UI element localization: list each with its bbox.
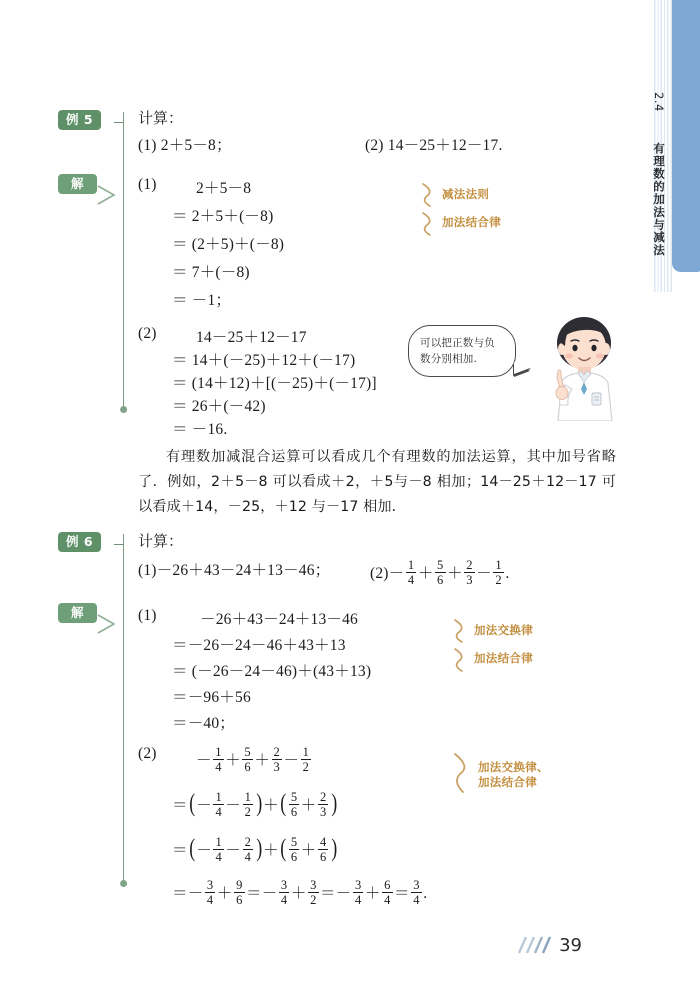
problem-2-fraction-expression: － $\frac{1}{4}$ ＋ $\frac{5}{6}$ ＋ $\frac{2}{3}$ － $\frac{1}{2}$ [388,557,502,587]
annotation-subtraction-rule: 减法法则 [442,187,490,201]
example-5-solution-1-line-4: ＝ 7＋(－8) [172,264,250,281]
fraction [464,558,474,587]
fraction-numerator: 1 [215,744,222,759]
fraction-numerator: 1 [302,744,310,759]
example-5-solution-2-line-1: 14－25＋12－17 [196,329,307,346]
fraction-numerator: 2 [319,789,327,804]
fraction-numerator: 1 [495,557,502,572]
fraction [213,835,223,864]
fraction [243,790,253,819]
fraction-numerator: 3 [310,877,317,892]
fraction-numerator: 2 [244,834,252,849]
fraction [301,745,311,774]
example-5-vertical-rule [123,112,124,410]
fraction-denominator: 4 [413,892,420,907]
section-number: 2.4 [652,92,666,112]
fraction-numerator: 2 [273,744,280,759]
example-6-solution-2-line-4: ＝－ $\frac{3}{4}$ ＋ $\frac{9}{6}$ ＝－ $\frac{3}{4}$ ＋ $\frac{3}{2}$ ＝－ $\frac{3}{4}$ ＋ $\frac{6}{4}$ ＝ $\frac{3}{4}$ . [172,877,428,907]
example-6-solve-tag [58,603,97,623]
fraction-numerator: 3 [280,877,288,892]
example-6-prompt: 计算： [138,532,184,550]
page-footer [513,935,582,955]
annotation-commutative-law-1: 加法交换律 [474,623,533,637]
fraction-numerator: 3 [413,877,420,892]
example-5-solution-2-line-2: ＝ 14＋(－25)＋12＋(－17) [172,352,356,369]
fraction-denominator: 4 [354,892,362,907]
fraction [411,878,421,907]
hint-bubble-text: 可以把正数与负数分别相加. [420,337,495,365]
hint-bubble-group [408,325,516,377]
example-5-solution-2-line-4: ＝ 26＋(－42) [172,398,266,415]
example-5-problem-2: (2) 14－25＋12－17. [365,137,503,154]
fraction [308,878,318,907]
fraction-denominator: 2 [302,759,310,774]
example-6-solution-2-label: (2) [138,745,157,762]
annotation-associative-law-3: 加法结合律 [478,775,537,789]
example-6-solution-1-label: (1) [138,607,157,624]
annotation-brace-4-icon [452,647,470,673]
fraction-denominator: 6 [290,849,298,864]
fraction-numerator: 3 [206,877,214,892]
annotation-brace-2-icon [420,211,438,237]
solve-label: 解 [71,176,85,191]
fraction [243,835,253,864]
fraction [242,745,252,774]
annotation-brace-3-icon [452,618,470,644]
fraction-numerator: 1 [407,557,415,572]
bubble-tail-icon [514,362,530,374]
example-6-solution-2-line-1: － $\frac{1}{4}$ ＋ $\frac{5}{6}$ ＋ $\frac{2}{3}$ － $\frac{1}{2}$ [196,744,310,774]
example-6-connector [114,544,123,545]
annotation-associative-law-2: 加法结合律 [474,651,533,665]
fraction [406,558,416,587]
fraction-denominator: 6 [319,849,327,864]
section-title: 有理数的加法与减法 [652,142,666,257]
example-5-solution-1-line-5: ＝ －1； [172,292,232,309]
annotation-brace-5-icon [450,752,474,794]
fraction-denominator: 4 [215,804,222,819]
fraction-denominator: 3 [273,759,280,774]
fraction-numerator: 4 [319,834,327,849]
body-paragraph: 有理数加减混合运算可以看成几个有理数的加法运算，其中加号省略了．例如，2＋5－8 可以看成＋2，＋5与－8 相加；14－25＋12－17 可以看成＋14，－25，＋12 与－17 相加． [138,449,616,515]
annotation-associative-law-1: 加法结合律 [442,215,501,229]
fraction-denominator: 4 [407,572,415,587]
fraction-numerator: 2 [466,557,473,572]
fraction [493,558,503,587]
fraction-denominator: 4 [215,849,222,864]
problem-2-period: . [505,565,510,582]
example-5-solution-2-label: (2) [138,325,157,342]
example-5-solution-1-label: (1) [138,176,157,193]
fraction-denominator: 3 [319,804,327,819]
example-6-solution-2-line-2: ＝(－ $\frac{1}{4}$ － $\frac{1}{2}$ )＋( $\frac{5}{6}$ ＋ $\frac{2}{3}$ ) [172,789,338,819]
fraction-numerator: 5 [290,789,298,804]
fraction-denominator: 4 [206,892,214,907]
fraction-numerator: 5 [244,744,251,759]
student-character-illustration [532,313,624,426]
annotation-brace-1-icon [420,182,438,208]
fraction [353,878,363,907]
fraction-numerator: 1 [215,789,222,804]
fraction-numerator: 5 [290,834,298,849]
fraction-denominator: 4 [280,892,288,907]
example-5-solution-1-line-1: 2＋5－8 [196,180,252,197]
example-6-problem-1: (1)－26＋43－24＋13－46； [138,562,331,579]
example-5-tag-group [58,110,114,130]
example-6-solution-1-line-2: ＝－26－24－46＋43＋13 [172,637,346,654]
fraction [213,790,223,819]
fraction-denominator: 4 [244,849,252,864]
example-6-tag: 例 6 [58,532,101,552]
example-5-solution-2-line-3: ＝ (14＋12)＋[(－25)＋(－17)] [172,375,377,392]
example-6-solution-1-line-1: －26＋43－24＋13－46 [200,611,359,628]
fraction [289,835,299,864]
chapter-side-tab [672,0,700,272]
example-5-prompt: 计算： [138,109,184,127]
problem-2-label: (2) [370,565,389,582]
example-5-tag: 例 5 [58,110,101,130]
example-5-solution-1-line-3: ＝ (2＋5)＋(－8) [172,236,285,253]
fraction-denominator: 6 [244,759,251,774]
example-5-solve-tag [58,174,97,194]
example-6-problem-2 [370,558,509,587]
footer-slashes-icon [513,935,553,955]
fraction [318,790,328,819]
fraction-denominator: 6 [236,892,243,907]
example-6-solve-tag-group [58,603,114,623]
example-6-rule-dot [120,880,127,887]
example-6-solution-1-line-3: ＝ (－26－24－46)＋(43＋13) [172,663,372,680]
fraction-denominator: 4 [215,759,222,774]
hint-speech-bubble [408,325,516,377]
fraction-denominator: 2 [310,892,317,907]
example-5-solve-tag-group [58,174,114,194]
solve-label: 解 [71,605,85,620]
fraction [272,745,282,774]
fraction-denominator: 4 [384,892,391,907]
example-5-solution-1-line-2: ＝ 2＋5＋(－8) [172,208,274,225]
fraction-numerator: 5 [437,557,444,572]
fraction [279,878,289,907]
fraction-numerator: 3 [354,877,362,892]
example-6-vertical-rule [123,534,124,883]
fraction-numerator: 1 [244,789,252,804]
annotation-commutative-law-2: 加法交换律、 [478,760,549,774]
fraction-numerator: 9 [236,877,243,892]
example-5-solution-2-line-5: ＝ －16. [172,421,228,438]
fraction-denominator: 6 [290,804,298,819]
example-5-rule-dot [120,406,127,413]
fraction [213,745,223,774]
fraction-numerator: 6 [384,877,391,892]
section-header [648,92,670,257]
fraction [435,558,445,587]
example-6-tag-group [58,532,114,552]
page-number: 39 [559,935,582,956]
example-6-solution-2-line-3: ＝(－ $\frac{1}{4}$ － $\frac{2}{4}$ )＋( $\frac{5}{6}$ ＋ $\frac{4}{6}$ ) [172,834,338,864]
fraction [289,790,299,819]
fraction [205,878,215,907]
fraction [318,835,328,864]
example-5-problem-1: (1) 2＋5－8； [138,137,232,154]
fraction-denominator: 3 [466,572,473,587]
fraction [382,878,392,907]
example-5-connector [114,122,123,123]
example-6-solution-1-line-5: ＝－40； [172,715,236,732]
example-6-solution-1-line-4: ＝－96＋56 [172,689,251,706]
fraction [234,878,244,907]
fraction-denominator: 6 [437,572,444,587]
fraction-denominator: 2 [244,804,252,819]
fraction-denominator: 2 [495,572,502,587]
fraction-numerator: 1 [215,834,222,849]
